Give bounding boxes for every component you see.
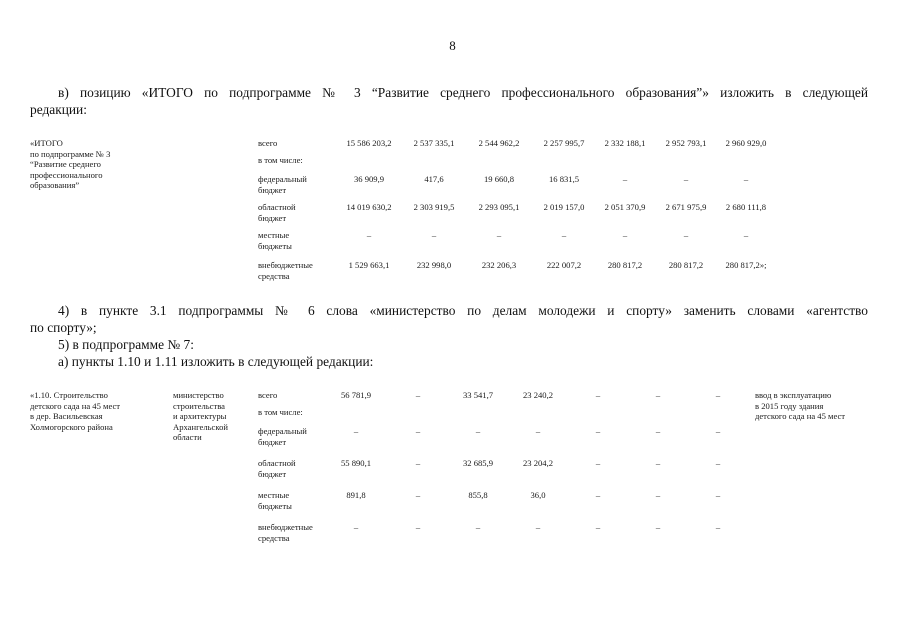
row-type-label	[258, 490, 292, 511]
table-cell: –	[366, 230, 372, 240]
table-cell: 280 817,2	[607, 260, 643, 270]
row-type-label-line: областной	[258, 202, 296, 212]
table-cell: 2 544 962,2	[478, 138, 520, 148]
table2-executor-line: области	[173, 432, 202, 442]
table-cell: –	[535, 426, 541, 436]
table-cell: –	[353, 426, 359, 436]
row-type-label-line: федеральный	[258, 426, 307, 436]
paragraph-v-line2: редакции:	[30, 102, 87, 117]
row-type-label	[258, 407, 303, 418]
table-cell: 15 586 203,2	[346, 138, 392, 148]
table2-item-name	[30, 390, 120, 432]
table-cell: –	[655, 458, 661, 468]
table-cell: 891,8	[346, 490, 366, 500]
table-cell: –	[535, 522, 541, 532]
row-type-label	[258, 426, 307, 447]
paragraph-4-line1: 4) в пункте 3.1 подпрограммы № 6 слова «министерство по делам молодежи и спорту» заменить словами «агентство	[58, 303, 868, 318]
table-cell: –	[655, 490, 661, 500]
table2-item-line: в дер. Васильевская	[30, 411, 103, 421]
table2-executor-line: и архитектуры	[173, 411, 227, 421]
table1-label-line: по подпрограмме № 3	[30, 148, 111, 159]
row-type-label	[258, 155, 303, 166]
row-type-label	[258, 230, 292, 251]
table-cell: –	[561, 230, 567, 240]
table-cell: –	[683, 230, 689, 240]
table-cell: –	[353, 522, 359, 532]
table2-executor-line: строительства	[173, 400, 225, 411]
table-cell: –	[715, 490, 721, 500]
paragraph-a: а) пункты 1.10 и 1.11 изложить в следующей редакции:	[58, 354, 374, 369]
row-type-label-line: местные	[258, 230, 290, 240]
row-type-label-line: бюджеты	[258, 500, 292, 511]
row-type-label-line: внебюджетные	[258, 260, 313, 270]
row-type-label	[258, 174, 307, 195]
table2-result	[755, 390, 845, 422]
row-type-label-line: бюджет	[258, 212, 287, 223]
table-cell: 14 019 630,2	[346, 202, 392, 212]
row-type-label	[258, 458, 296, 479]
paragraph-4	[58, 302, 868, 319]
table2-executor-line: министерство	[173, 390, 224, 400]
table1-label-line: образования”	[30, 180, 80, 190]
table-cell: 2 051 370,9	[604, 202, 646, 212]
table2-result-line: детского сада на 45 мест	[755, 411, 846, 421]
table-cell: –	[595, 522, 601, 532]
table-cell: –	[743, 230, 749, 240]
table-cell: –	[475, 522, 481, 532]
table-cell: –	[595, 458, 601, 468]
paragraph-v-line1: в) позицию «ИТОГО по подпрограмме № 3 “Развитие среднего профессионального образования”» изложить в следующей	[58, 85, 868, 100]
row-type-label-line: бюджет	[258, 436, 287, 447]
row-type-label-line: федеральный	[258, 174, 307, 184]
table-cell: –	[655, 390, 661, 400]
table-cell: 36,0	[530, 490, 546, 500]
table-cell: 2 537 335,1	[413, 138, 455, 148]
table-cell: 1 529 663,1	[348, 260, 390, 270]
table-cell: 55 890,1	[340, 458, 372, 468]
table-cell: –	[715, 390, 721, 400]
row-type-label	[258, 390, 277, 401]
table-cell: –	[715, 458, 721, 468]
table-cell: 417,6	[424, 174, 444, 184]
table-cell: –	[715, 426, 721, 436]
table-cell: –	[743, 174, 749, 184]
table-cell: –	[415, 458, 421, 468]
table-cell: 33 541,7	[462, 390, 494, 400]
table-cell: 280 817,2»;	[725, 260, 767, 270]
table2-executor	[173, 390, 228, 443]
table-cell: –	[415, 426, 421, 436]
table-cell: –	[715, 522, 721, 532]
row-type-label-line: средства	[258, 532, 290, 543]
table-cell: –	[415, 390, 421, 400]
table2-result-line: ввод в эксплуатацию	[755, 390, 832, 400]
table-cell: –	[595, 490, 601, 500]
table-cell: 2 293 095,1	[478, 202, 520, 212]
row-type-label-line: областной	[258, 458, 296, 468]
row-type-label-line: бюджет	[258, 184, 287, 195]
table1-label-line: профессионального	[30, 169, 103, 180]
table-cell: 2 680 111,8	[725, 202, 767, 212]
row-type-label-line: в том числе:	[258, 407, 303, 417]
table-cell: 2 019 157,0	[543, 202, 585, 212]
table-cell: 56 781,9	[340, 390, 372, 400]
table-cell: –	[622, 174, 628, 184]
paragraph-5: 5) в подпрограмме № 7:	[58, 337, 194, 352]
table-cell: 232 206,3	[481, 260, 517, 270]
row-type-label-line: всего	[258, 390, 278, 400]
table-cell: –	[415, 522, 421, 532]
table1-label	[30, 138, 110, 191]
row-type-label-line: внебюджетные	[258, 522, 313, 532]
table-cell: –	[475, 426, 481, 436]
table-cell: –	[683, 174, 689, 184]
table-cell: 16 831,5	[548, 174, 580, 184]
table-cell: –	[595, 390, 601, 400]
row-type-label	[258, 138, 277, 149]
table-cell: –	[431, 230, 437, 240]
table2-executor-line: Архангельской	[173, 421, 228, 432]
row-type-label-line: средства	[258, 270, 290, 281]
table-cell: 19 660,8	[483, 174, 515, 184]
table-cell: 2 303 919,5	[413, 202, 455, 212]
table2-item-line: Холмогорского района	[30, 421, 113, 432]
table-cell: –	[496, 230, 502, 240]
table-cell: –	[622, 230, 628, 240]
row-type-label	[258, 522, 313, 543]
table2-item-line: детского сада на 45 мест	[30, 400, 121, 411]
table-cell: 23 204,2	[522, 458, 554, 468]
table-cell: 2 960 929,0	[725, 138, 767, 148]
table2-result-line: в 2015 году здания	[755, 400, 824, 411]
table-cell: 280 817,2	[668, 260, 704, 270]
table1-label-line: “Развитие среднего	[30, 159, 101, 169]
row-type-label-line: бюджеты	[258, 240, 292, 251]
table-cell: –	[415, 490, 421, 500]
row-type-label-line: местные	[258, 490, 290, 500]
table-cell: 2 257 995,7	[543, 138, 585, 148]
table-cell: –	[655, 426, 661, 436]
table-cell: 2 671 975,9	[665, 202, 707, 212]
row-type-label-line: в том числе:	[258, 155, 303, 165]
table-cell: 2 332 188,1	[604, 138, 646, 148]
row-type-label	[258, 260, 313, 281]
page-number: 8	[449, 38, 456, 53]
row-type-label-line: всего	[258, 138, 278, 148]
table-cell: 222 007,2	[546, 260, 582, 270]
table-cell: 855,8	[468, 490, 488, 500]
table-cell: 36 909,9	[353, 174, 385, 184]
row-type-label-line: бюджет	[258, 468, 287, 479]
table-cell: 23 240,2	[522, 390, 554, 400]
table-cell: –	[595, 426, 601, 436]
table-cell: 32 685,9	[462, 458, 494, 468]
paragraph-4-line2: по спорту»;	[30, 320, 97, 335]
table2-item-line: «1.10. Строительство	[30, 390, 108, 400]
table-cell: –	[655, 522, 661, 532]
table-cell: 2 952 793,1	[665, 138, 707, 148]
paragraph-v	[58, 84, 868, 101]
table-cell: 232 998,0	[416, 260, 452, 270]
row-type-label	[258, 202, 296, 223]
table1-label-line: «ИТОГО	[30, 138, 63, 148]
